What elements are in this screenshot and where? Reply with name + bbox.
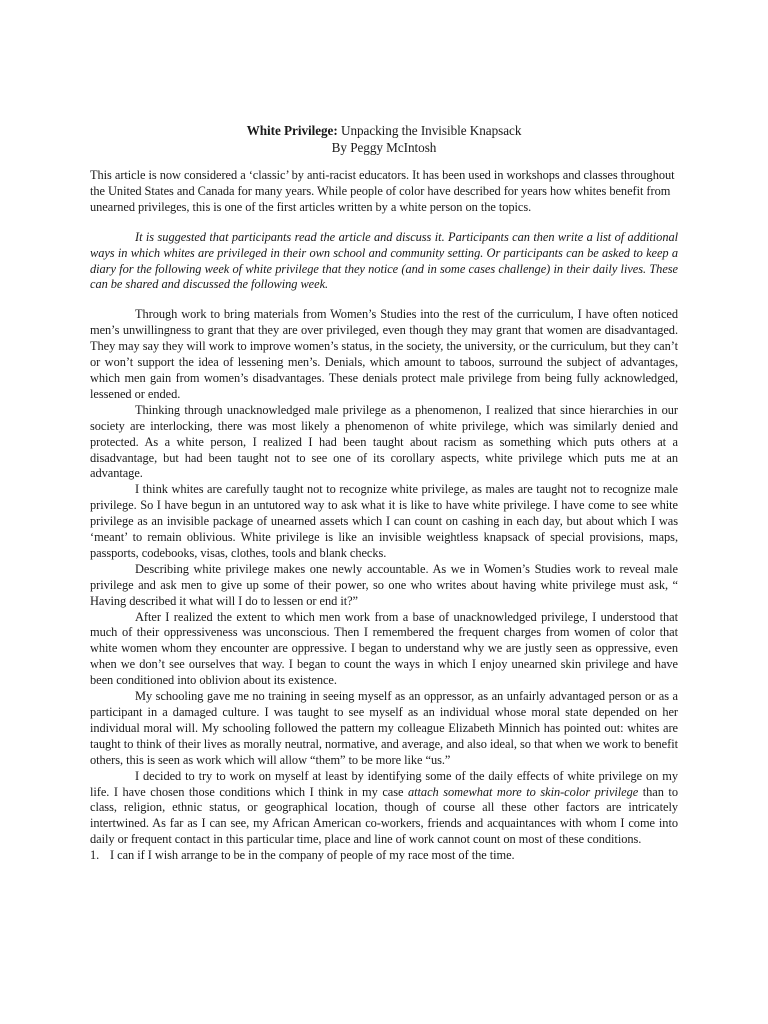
intro-paragraph: This article is now considered a ‘classic’ by anti-racist educators. It has been used in workshops and classes throughout the United States and Canada for many years. While people of color have described for years how whites benefit from unearned privileges, this is one of the first articles written by a white person on the topics.	[90, 168, 675, 214]
list-item-text: I can if I wish arrange to be in the company of people of my race most of the time.	[110, 848, 515, 863]
facilitator-note: It is suggested that participants read the article and discuss it. Participants can then write a list of additional ways in which whites are privileged in their own school and community setting. Or participants can be asked to keep a diary for the following week of white privilege that they notice (and in some cases challenge) in their daily lives. These can be shared and discussed the following week.	[90, 229, 678, 292]
body-paragraph-6: My schooling gave me no training in seeing myself as an oppressor, as an unfairly advantaged person or as a participant in a damaged culture. I was taught to see myself as an individual whose moral state depended on her individual moral will. My schooling followed the pattern my colleague Elizabeth Minnich has pointed out: whites are taught to think of their lives as morally neutral, normative, and average, and also ideal, so that when we work to benefit others, this is seen as work which will allow “them” to be more like “us.”	[90, 689, 678, 767]
list-item-number: 1.	[90, 848, 100, 863]
title-rest: Unpacking the Invisible Knapsack	[337, 123, 522, 138]
body-paragraph-4: Describing white privilege makes one newly accountable. As we in Women’s Studies work to reveal male privilege and ask men to give up some of their power, so one who writes about having white privilege must ask, “ Having described it what will I do to lessen or end it?”	[90, 561, 678, 608]
body-paragraph-5: After I realized the extent to which men work from a base of unacknowledged privilege, I understood that much of their oppressiveness was unconscious. Then I remembered the frequent charges from women of color that white women whom they encounter are oppressive. I began to understand why we are justly seen as oppressive, even when we don’t see ourselves that way. I began to count the ways in which I enjoy unearned skin privilege and have been conditioned into oblivion about its existence.	[90, 609, 678, 688]
body-paragraph-7	[90, 769, 678, 849]
paragraph-7-start: I decided to try to work on myself at least by identifying some of the daily effects of white privilege on my life. I have chosen those conditions which I think in my case	[90, 768, 678, 799]
title-block	[90, 122, 678, 156]
body-paragraph-1: Through work to bring materials from Women’s Studies into the rest of the curriculum, I have often noticed men’s unwillingness to grant that they are over privileged, even though they may grant that women are disadvantaged. They may say they will work to improve women’s status, in the society, the university, or the curriculum, but they can’t or won’t support the idea of lessening men’s. Denials, which amount to taboos, surround the subject of advantages, which men gain from women’s disadvantages. These denials protect male privilege from being fully acknowledged, lessened or ended.	[90, 307, 678, 401]
byline: By Peggy McIntosh	[331, 140, 437, 155]
body-paragraph-2: Thinking through unacknowledged male privilege as a phenomenon, I realized that since hierarchies in our society are interlocking, there was most likely a phenomenon of white privilege, which was similarly denied and protected. As a white person, I realized I had been taught about racism as something which puts others at a disadvantage, but had been taught not to see one of its corollary aspects, white privilege which puts me at an advantage.	[90, 402, 678, 481]
article-title	[90, 122, 678, 139]
body-paragraph-3: I think whites are carefully taught not to recognize white privilege, as males are taught not to recognize male privilege. So I have begun in an untutored way to ask what it is like to have white privilege. I have come to see white privilege as an invisible package of unearned assets which I can count on cashing in each day, but about which I was ‘meant’ to remain oblivious. White privilege is like an invisible weightless knapsack of special provisions, maps, passports, codebooks, visas, clothes, tools and blank checks.	[90, 482, 678, 560]
paragraph-7-end: than to class, religion, ethnic status, or geographical location, though of course all these other factors are intricately intertwined. As far as I can see, my African American co-workers, friends and acquaintances with whom I come into daily or frequent contact in this particular time, place and line of work cannot count on most of these conditions.	[90, 784, 678, 847]
paragraph-7-italic: attach somewhat more to skin-color privilege	[408, 784, 639, 799]
title-bold-part: White Privilege:	[246, 123, 338, 138]
document-page	[90, 122, 678, 864]
list-item	[90, 848, 678, 864]
